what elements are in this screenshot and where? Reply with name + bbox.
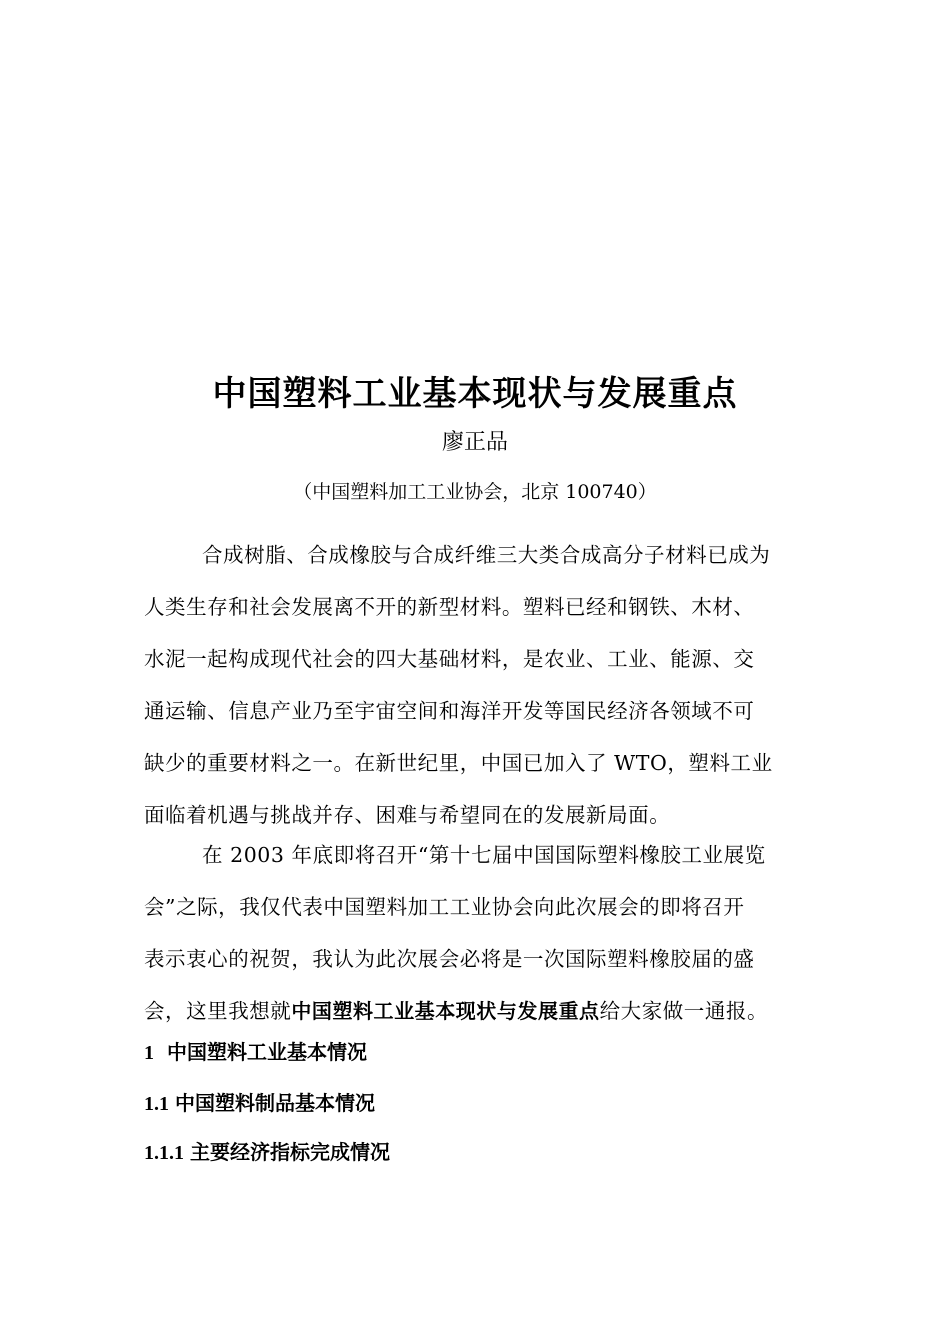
paragraph-line: 面临着机遇与挑战并存、困难与希望同在的发展新局面。 <box>144 803 671 827</box>
intro-paragraph <box>144 529 809 841</box>
paragraph-line: 通运输、信息产业乃至宇宙空间和海洋开发等国民经济各领域不可 <box>144 699 755 723</box>
paragraph-line: 水泥一起构成现代社会的四大基础材料，是农业、工业、能源、交 <box>144 647 755 671</box>
section-title: 中国塑料工业基本情况 <box>166 1040 367 1064</box>
paragraph-line: 表示衷心的祝贺，我认为此次展会必将是一次国际塑料橡胶届的盛 <box>144 947 755 971</box>
section-title: 主要经济指标完成情况 <box>190 1140 390 1164</box>
paragraph-line <box>144 985 809 1037</box>
author-affiliation: （中国塑料加工工业协会，北京 100740） <box>293 481 657 503</box>
paragraph-line: 在 2003 年底即将召开“第十七届中国国际塑料橡胶工业展览 <box>202 843 766 867</box>
section-heading-1-1 <box>144 1088 375 1119</box>
document-title: 中国塑料工业基本现状与发展重点 <box>212 374 738 414</box>
section-title: 中国塑料制品基本情况 <box>175 1091 375 1115</box>
paragraph-line: 会”之际，我仅代表中国塑料加工工业协会向此次展会的即将召开 <box>144 895 745 919</box>
paragraph-text: 会，这里我想就 <box>144 999 292 1023</box>
section-number: 1.1.1 <box>144 1142 184 1164</box>
section-number: 1 <box>144 1042 154 1064</box>
author-name: 廖正品 <box>441 430 508 455</box>
exhibition-paragraph <box>144 829 809 1037</box>
section-heading-1-1-1 <box>144 1137 390 1168</box>
section-number: 1.1 <box>144 1093 169 1115</box>
section-heading-1 <box>144 1037 367 1068</box>
paragraph-line: 合成树脂、合成橡胶与合成纤维三大类合成高分子材料已成为 <box>202 543 771 567</box>
paragraph-line: 人类生存和社会发展离不开的新型材料。塑料已经和钢铁、木材、 <box>144 595 755 619</box>
paragraph-text: 给大家做一通报。 <box>599 999 769 1023</box>
emphasized-topic: 中国塑料工业基本现状与发展重点 <box>291 999 600 1023</box>
paragraph-line: 缺少的重要材料之一。在新世纪里，中国已加入了 WTO，塑料工业 <box>144 751 773 775</box>
